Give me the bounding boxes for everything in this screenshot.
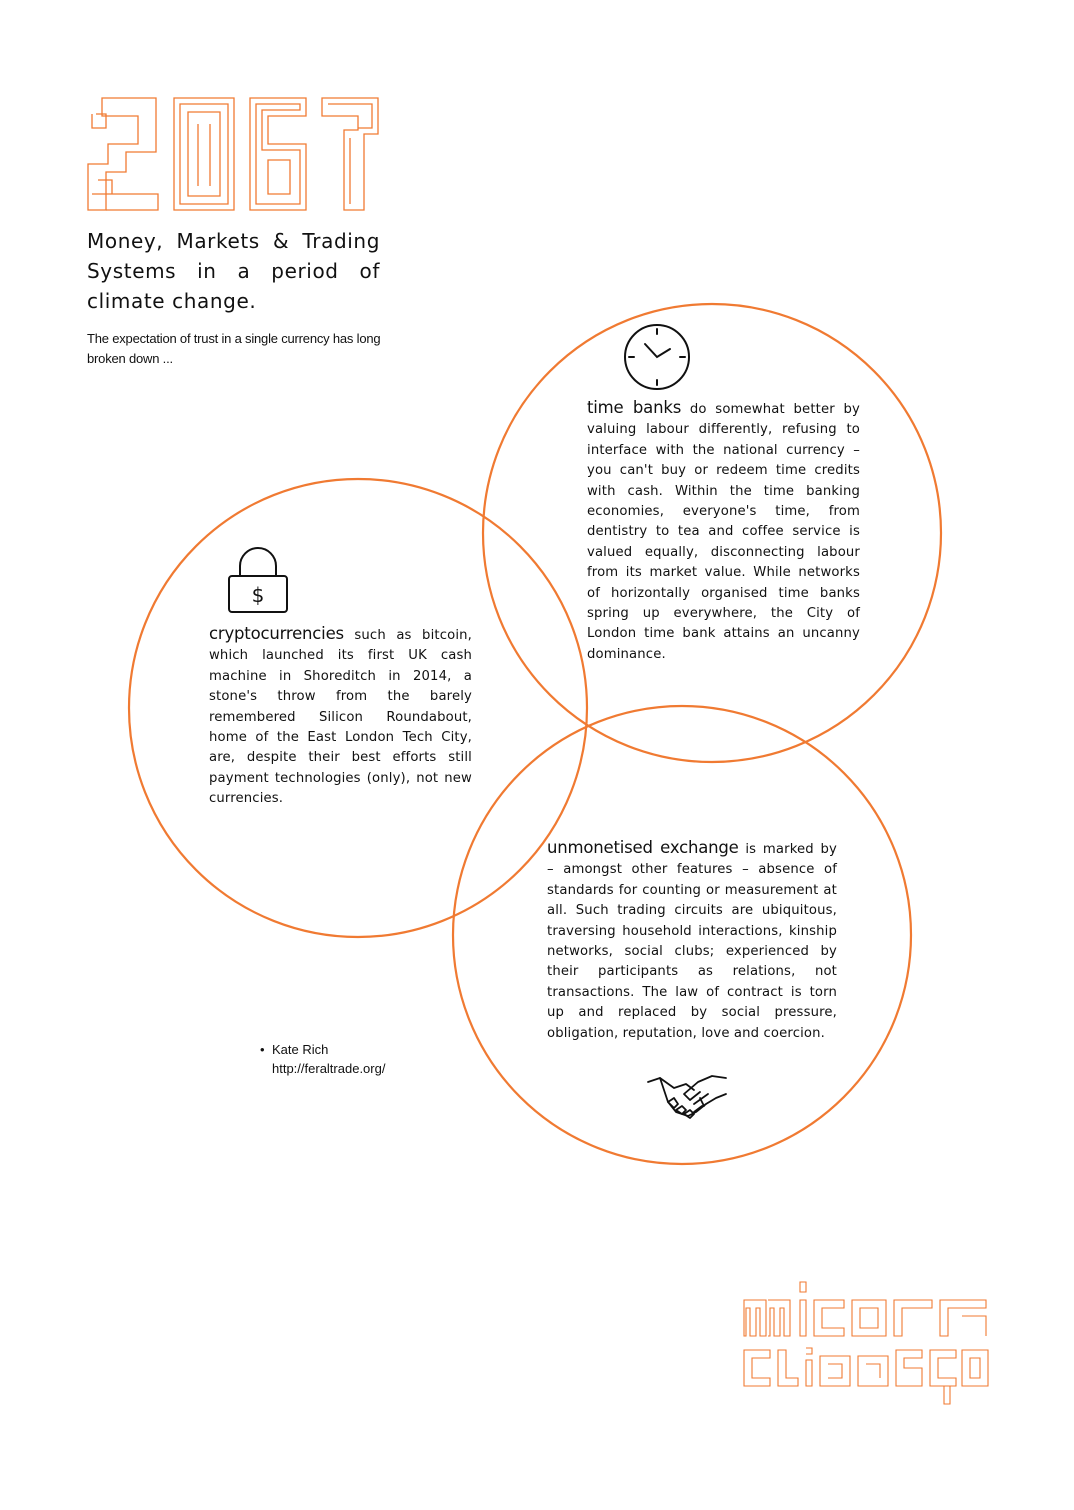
intro-text: The expectation of trust in a single currency has long broken down ... [87,331,381,366]
cryptocurrencies-text [209,624,472,810]
time-banks-term: time banks [587,398,682,417]
handshake-icon [646,1068,728,1122]
author-url: http://feraltrade.org/ [272,1061,386,1076]
headline: Money, Markets & Trading Systems in a period of climate change. [87,229,380,313]
unmonetised-exchange-body: is marked by – amongst other features – absence of standards for counting or measurement at all. Such trading circuits are ubiquitous, traversing household interactions, kinship networks, social clubs; experienced by their participants as relations, not transactions. The law of contract is torn up and replaced by social pressure, obligation, reputation, love and coercion. [547,842,837,1041]
credit-bullet: • [260,1042,265,1057]
author-credit [260,1040,385,1078]
author-name: Kate Rich [272,1042,329,1057]
micro-climates-logo [740,1278,992,1408]
time-banks-text [587,398,860,665]
unmonetised-exchange-text [547,838,837,1044]
cryptocurrencies-body: such as bitcoin, which launched its first UK cash machine in Shoreditch in 2014, a stone's throw from the barely remembered Silicon Roundabout, home of the East London Tech City, are, despite their best efforts still payment technologies (only), not new currencies. [209,628,472,807]
time-banks-body: do somewhat better by valuing labour differently, refusing to interface with the national currency – you can't buy or redeem time credits with cash. Within the time banking economies, everyone's time, from dentistry to tea and coffee service is valued equally, disconnecting labour from its market value. While networks of horizontally organised time banks spring up everywhere, the City of London time bank attains an uncanny dominance. [587,402,860,662]
clock-icon [622,322,692,392]
cryptocurrencies-term: cryptocurrencies [209,624,344,643]
unmonetised-exchange-term: unmonetised exchange [547,838,739,857]
dollar-glyph: $ [251,583,265,607]
padlock-dollar-icon [226,546,290,616]
year-2067-logo [86,94,386,216]
